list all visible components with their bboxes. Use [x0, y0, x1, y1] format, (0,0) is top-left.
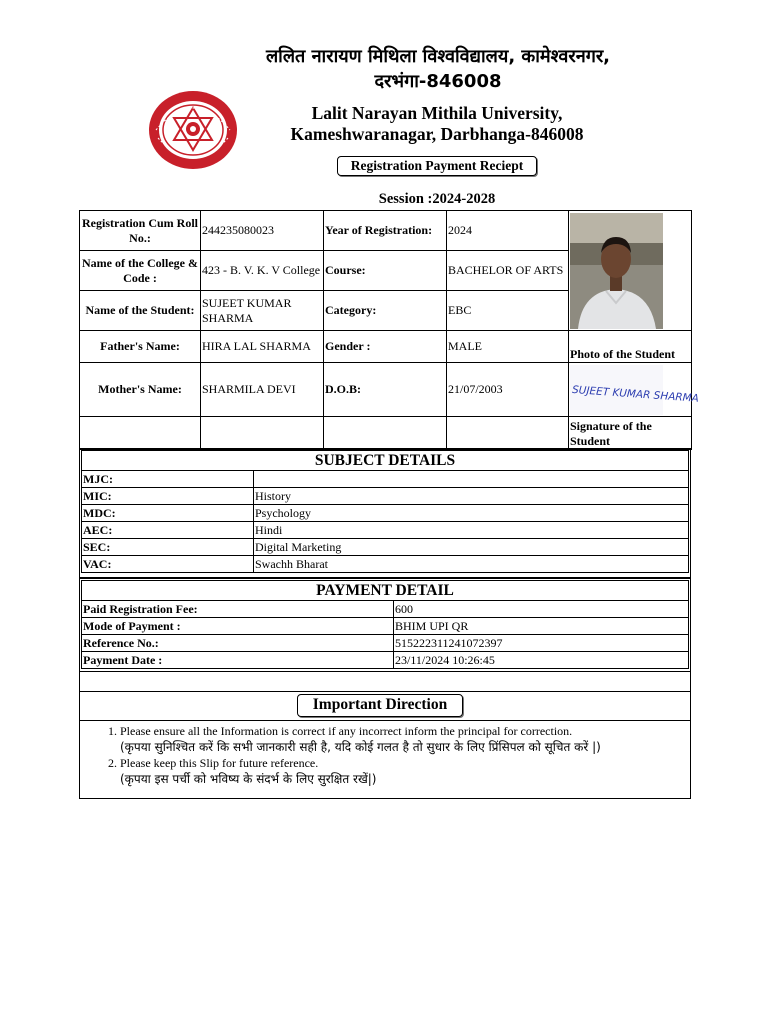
subject-row	[82, 539, 689, 556]
university-title-hindi	[238, 44, 638, 94]
reference-value: 515222311241072397	[394, 635, 689, 652]
direction-text-en: Please keep this Slip for future reference.	[120, 756, 319, 770]
gender-label: Gender :	[324, 331, 447, 363]
dob-label: D.O.B:	[324, 363, 447, 417]
empty-cell-3	[324, 417, 447, 450]
empty-cell-2	[201, 417, 324, 450]
receipt-title: Registration Payment Reciept	[337, 156, 537, 176]
direction-title: Important Direction	[297, 694, 463, 717]
year-label: Year of Registration:	[324, 211, 447, 251]
student-name-value: SUJEET KUMAR SHARMA	[201, 291, 324, 331]
dob-value: 21/07/2003	[447, 363, 569, 417]
payment-row	[82, 635, 689, 652]
direction-item	[120, 723, 690, 755]
photo-caption: Photo of the Student	[569, 331, 692, 363]
title-en-line1: Lalit Narayan Mithila University,	[311, 103, 563, 123]
fee-value: 600	[394, 601, 689, 618]
father-name-label: Father's Name:	[80, 331, 201, 363]
subject-row	[82, 471, 689, 488]
title-hindi-line2: दरभंगा-846008	[374, 71, 502, 92]
subject-row	[82, 556, 689, 573]
direction-list	[80, 721, 690, 787]
title-hindi-line1: ललित नारायण मिथिला विश्वविद्यालय, कामेश्वरनगर,	[265, 46, 611, 67]
payment-row	[82, 601, 689, 618]
spacer-row	[79, 672, 691, 692]
course-label: Course:	[324, 251, 447, 291]
student-signature	[569, 363, 700, 417]
payment-date-label: Payment Date :	[82, 652, 394, 669]
student-photo-icon	[570, 213, 663, 329]
subject-value-mdc: Psychology	[254, 505, 689, 522]
signature-caption: Signature of the Student	[569, 417, 692, 450]
university-seal-icon	[146, 88, 240, 172]
subject-value-vac: Swachh Bharat	[254, 556, 689, 573]
subject-value-mic: History	[254, 488, 689, 505]
payment-mode-label: Mode of Payment :	[82, 618, 394, 635]
subject-row	[82, 522, 689, 539]
subject-details-section	[79, 448, 691, 578]
mother-name-label: Mother's Name:	[80, 363, 201, 417]
course-value: BACHELOR OF ARTS	[447, 251, 569, 291]
student-photo	[569, 211, 692, 331]
university-title-english	[262, 103, 612, 145]
student-name-label: Name of the Student:	[80, 291, 201, 331]
payment-row	[82, 618, 689, 635]
subject-row	[82, 488, 689, 505]
mother-name-value: SHARMILA DEVI	[201, 363, 324, 417]
category-label: Category:	[324, 291, 447, 331]
reg-no-label: Registration Cum Roll No.:	[80, 211, 201, 251]
fee-label: Paid Registration Fee:	[82, 601, 394, 618]
subject-value-mjc	[254, 471, 689, 488]
empty-cell-4	[447, 417, 569, 450]
direction-title-row	[80, 692, 690, 721]
reference-label: Reference No.:	[82, 635, 394, 652]
signature-text: SUJEET KUMAR SHARMA	[571, 383, 700, 405]
gender-value: MALE	[447, 331, 569, 363]
subject-label-aec: AEC:	[82, 522, 254, 539]
reg-no-value: 244235080023	[201, 211, 324, 251]
title-en-line2: Kameshwaranagar, Darbhanga-846008	[290, 124, 584, 144]
payment-detail-section	[79, 578, 691, 672]
payment-mode-value: BHIM UPI QR	[394, 618, 689, 635]
subject-label-mic: MIC:	[82, 488, 254, 505]
category-value: EBC	[447, 291, 569, 331]
student-info-table	[79, 210, 700, 450]
subject-label-mjc: MJC:	[82, 471, 254, 488]
subject-label-vac: VAC:	[82, 556, 254, 573]
father-name-value: HIRA LAL SHARMA	[201, 331, 324, 363]
payment-row	[82, 652, 689, 669]
direction-text-hindi: (कृपया इस पर्ची को भविष्य के संदर्भ के लिए सुरक्षित रखें|)	[120, 772, 377, 786]
subject-label-sec: SEC:	[82, 539, 254, 556]
important-direction-section	[79, 691, 691, 799]
direction-text-hindi: (कृपया सुनिश्चित करें कि सभी जानकारी सही है, यदि कोई गलत है तो सुधार के लिए प्रिंसिपल को सूचित करें |)	[120, 740, 601, 754]
subject-label-mdc: MDC:	[82, 505, 254, 522]
empty-cell-1	[80, 417, 201, 450]
college-value: 423 - B. V. K. V College	[201, 251, 324, 291]
college-label: Name of the College & Code :	[80, 251, 201, 291]
payment-date-value: 23/11/2024 10:26:45	[394, 652, 689, 669]
signature-image	[570, 365, 700, 415]
payment-detail-title: PAYMENT DETAIL	[82, 581, 689, 601]
session-label: Session :2024-2028	[378, 191, 496, 207]
direction-item	[120, 755, 690, 787]
subject-row	[82, 505, 689, 522]
year-value: 2024	[447, 211, 569, 251]
subject-details-title: SUBJECT DETAILS	[82, 451, 689, 471]
subject-value-aec: Hindi	[254, 522, 689, 539]
subject-value-sec: Digital Marketing	[254, 539, 689, 556]
direction-text-en: Please ensure all the Information is correct if any incorrect inform the principal for correction.	[120, 724, 573, 738]
